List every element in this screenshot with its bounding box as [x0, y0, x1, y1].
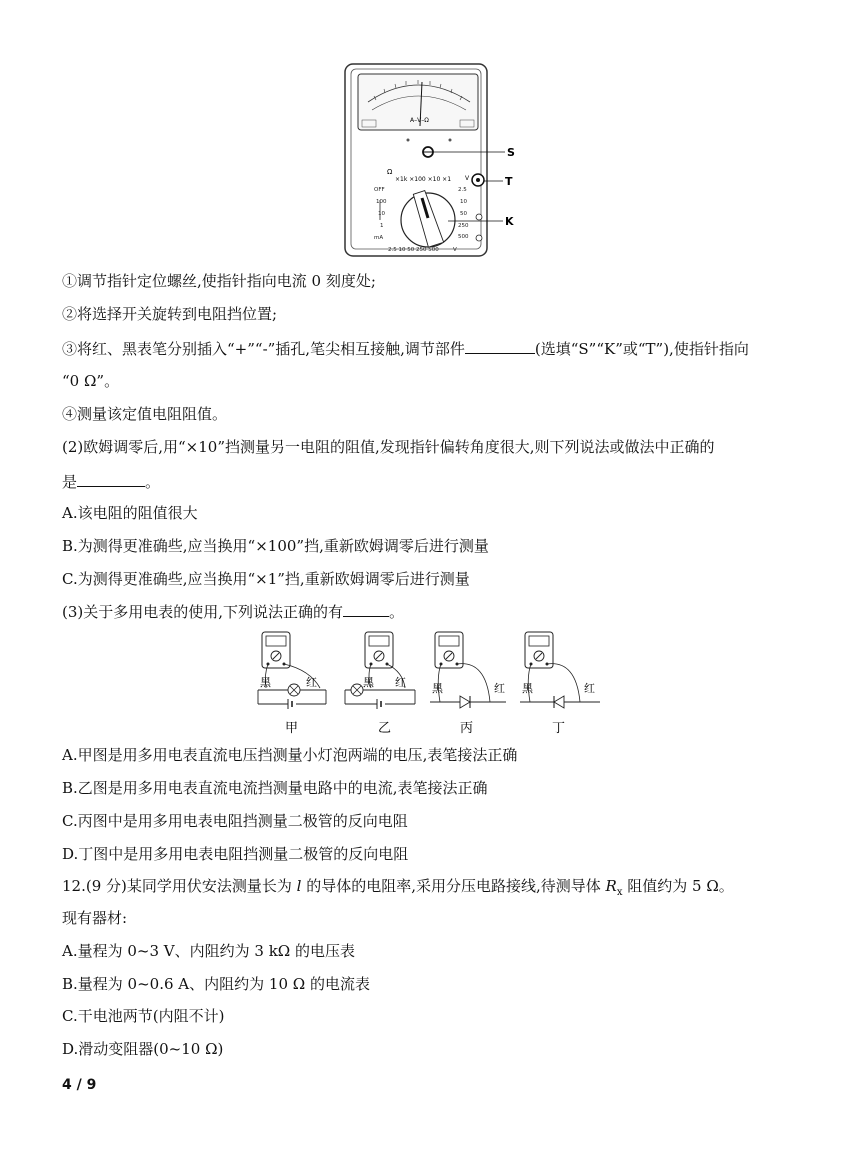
q2-answer-blank[interactable] [77, 470, 145, 487]
figure-ding [520, 632, 600, 736]
figure-yi-caption: 乙 [378, 721, 392, 736]
step-3-text-b: (选填“S”“K”或“T”),使指针指向 [534, 340, 749, 358]
figure-yi [345, 632, 415, 736]
q12-stem-c: 阻值约为 5 Ω。 [622, 877, 734, 895]
q12-var-l: l [296, 877, 302, 895]
figure-jia-red: 红 [306, 676, 317, 689]
answer-blank-part[interactable] [465, 337, 535, 354]
q12-var-x: x [616, 887, 623, 898]
jack-plus[interactable] [476, 214, 482, 220]
jack-minus[interactable] [476, 235, 482, 241]
dial-left-unit: mA [374, 235, 384, 241]
step-3-line-2: “0 Ω”。 [62, 372, 120, 390]
q2-option-c: C.为测得更准确些,应当换用“×1”挡,重新欧姆调零后进行测量 [62, 570, 470, 588]
q2-stem-c: 。 [145, 473, 161, 491]
scale-center-label: A–V–Ω [410, 117, 429, 124]
figure-ding-caption: 丁 [552, 721, 566, 736]
dial-left-0: OFF [374, 187, 385, 193]
figure-bing-red: 红 [494, 682, 505, 695]
step-3-text-a: ③将红、黑表笔分别插入“+”“-”插孔,笔尖相互接触,调节部件 [62, 340, 465, 358]
page-number: 4 / 9 [62, 1077, 97, 1093]
dial-bottom-unit: V [453, 247, 457, 253]
q3-option-c: C.丙图中是用多用电表电阻挡测量二极管的反向电阻 [62, 812, 408, 830]
q3-stem-a: (3)关于多用电表的使用,下列说法正确的有 [62, 603, 344, 621]
figure-ding-red: 红 [584, 682, 595, 695]
figure-jia [258, 632, 326, 736]
dial-right-3: 250 [458, 223, 469, 229]
q3-stem-b: 。 [389, 603, 405, 621]
q12-equip-title: 现有器材: [62, 909, 128, 927]
figure-bing-caption: 丙 [460, 721, 474, 736]
dial-right-0: 2.5 [458, 187, 467, 193]
q2-option-a: A.该电阻的阻值很大 [62, 504, 198, 522]
step-2: ②将选择开关旋转到电阻挡位置; [62, 305, 278, 323]
step-1: ①调节指针定位螺丝,使指针指向电流 0 刻度处; [62, 272, 376, 290]
dial-right-2: 50 [460, 211, 467, 217]
dial-right-4: 500 [458, 234, 469, 240]
circuit-figures [250, 630, 610, 740]
dial-top-labels: ×1k ×100 ×10 ×1 [395, 176, 452, 183]
figure-jia-caption: 甲 [285, 721, 299, 736]
dial-left-2: 10 [378, 211, 385, 217]
q3-option-b: B.乙图是用多用电表直流电流挡测量电路中的电流,表笔接法正确 [62, 779, 488, 797]
figure-bing [430, 632, 506, 736]
dial-right-1: 10 [460, 199, 467, 205]
q12-item-d: D.滑动变阻器(0~10 Ω) [62, 1040, 224, 1058]
q2-stem-line-2 [62, 470, 160, 493]
q12-stem [62, 875, 734, 904]
label-k: K [505, 215, 514, 228]
dial-left-1: 100 [376, 199, 387, 205]
label-s: S [507, 146, 515, 159]
q12-item-a: A.量程为 0~3 V、内阻约为 3 kΩ 的电压表 [62, 942, 355, 960]
figure-ding-black: 黑 [522, 682, 533, 695]
q2-stem-line-1: (2)欧姆调零后,用“×10”挡测量另一电阻的阻值,发现指针偏转角度很大,则下列说法或做法中正确的 [62, 438, 715, 456]
q3-stem [62, 600, 404, 623]
dial-bottom-labels: 2.5 10 50 250 500 [388, 247, 439, 253]
multimeter-figure [340, 60, 530, 260]
figure-yi-black: 黑 [363, 676, 374, 689]
q3-option-d: D.丁图中是用多用电表电阻挡测量二极管的反向电阻 [62, 845, 409, 863]
step-3-line-1 [62, 337, 749, 360]
q3-option-a: A.甲图是用多用电表直流电压挡测量小灯泡两端的电压,表笔接法正确 [62, 746, 518, 764]
figure-jia-black: 黑 [260, 676, 271, 689]
q12-stem-a: 12.(9 分)某同学用伏安法测量长为 [62, 877, 297, 895]
q2-stem-b: 是 [62, 473, 78, 491]
dial-v-label: V [465, 175, 470, 182]
figure-bing-black: 黑 [432, 682, 443, 695]
q3-answer-blank[interactable] [343, 600, 389, 617]
dial-left-3: 1 [380, 223, 384, 229]
label-t: T [505, 175, 513, 188]
q12-item-b: B.量程为 0~0.6 A、内阻约为 10 Ω 的电流表 [62, 975, 370, 993]
q12-item-c: C.干电池两节(内阻不计) [62, 1007, 225, 1025]
figure-yi-red: 红 [395, 676, 406, 689]
q12-stem-b: 的导体的电阻率,采用分压电路接线,待测导体 [301, 877, 606, 895]
dial-ohm-label: Ω [387, 168, 393, 176]
q2-option-b: B.为测得更准确些,应当换用“×100”挡,重新欧姆调零后进行测量 [62, 537, 489, 555]
step-4: ④测量该定值电阻阻值。 [62, 405, 228, 423]
q12-var-r: R [605, 877, 617, 895]
